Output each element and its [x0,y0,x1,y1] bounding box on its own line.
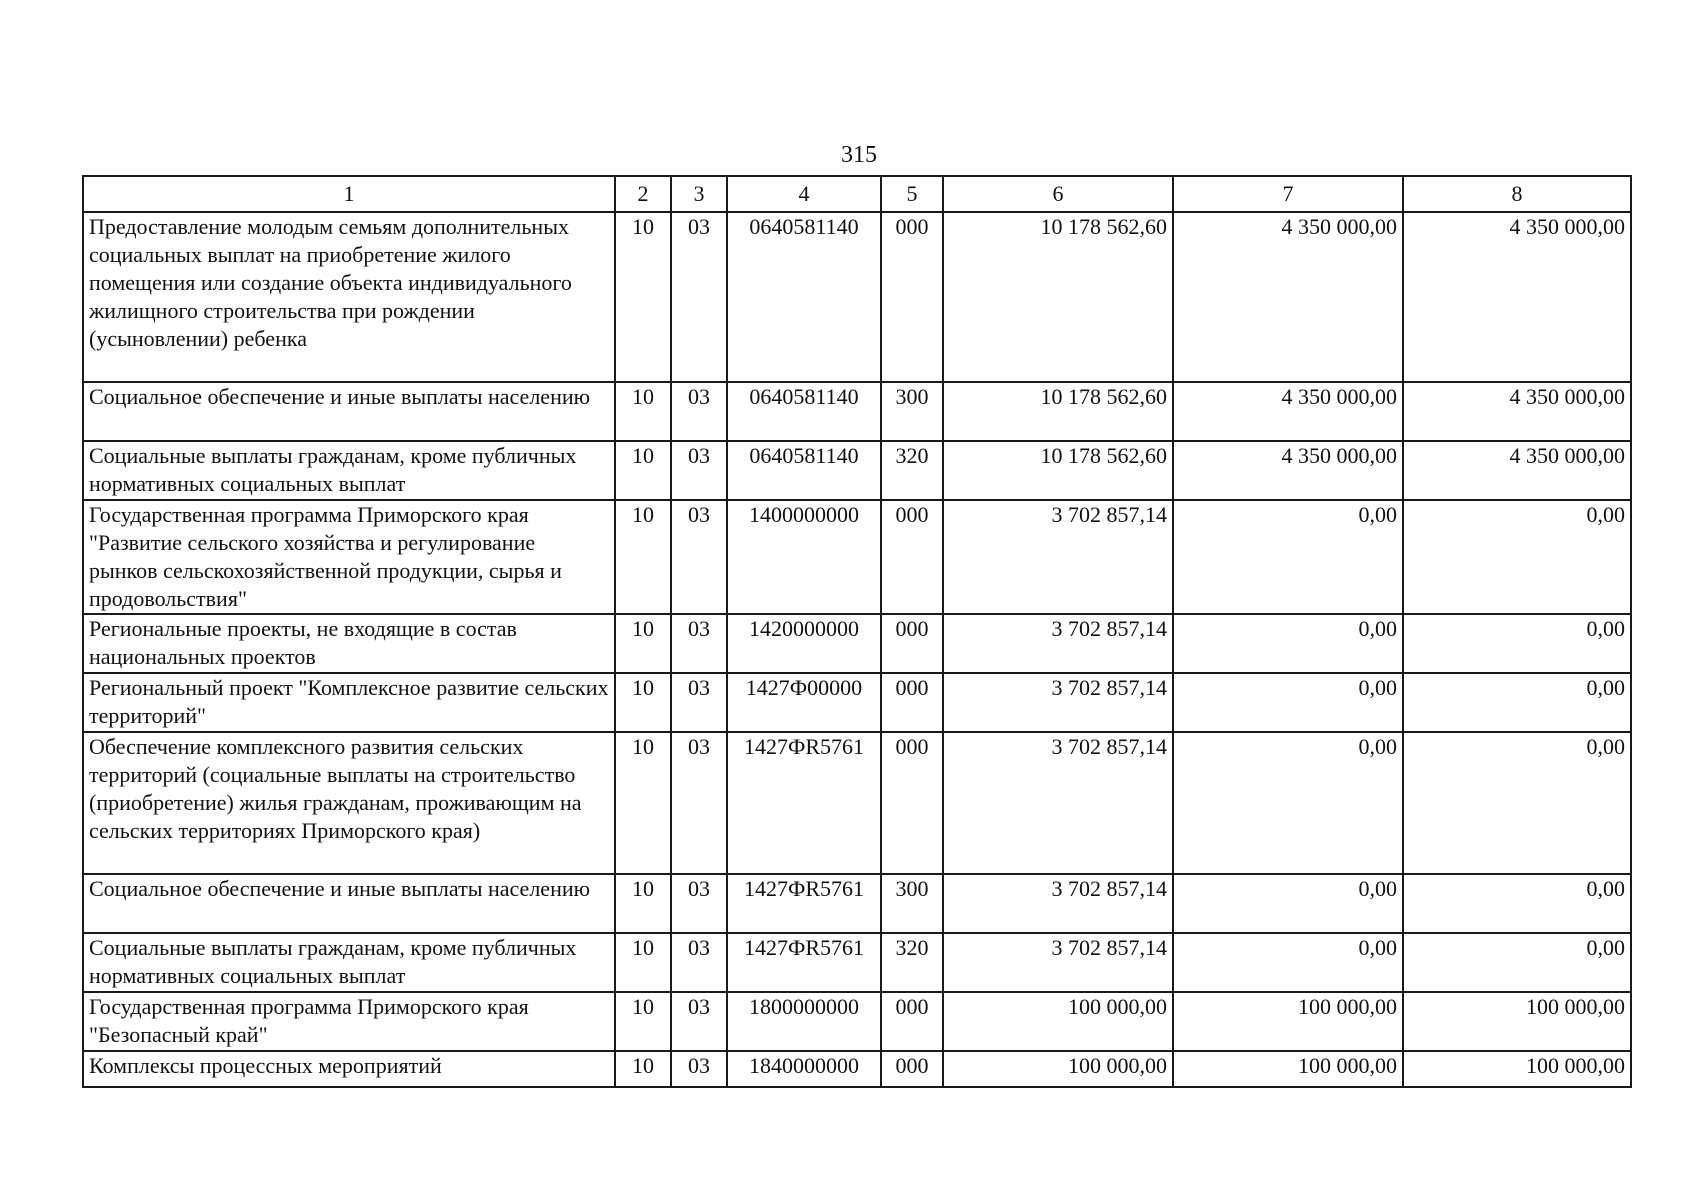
row-amount-8: 100 000,00 [1403,1051,1631,1087]
row-amount-7: 100 000,00 [1173,992,1403,1051]
row-target-code: 0640581140 [727,441,881,500]
row-amount-8: 100 000,00 [1403,992,1631,1051]
row-target-code: 1427ФR5761 [727,732,881,874]
row-expense-type: 300 [881,382,943,441]
row-subsection: 03 [671,500,727,614]
header-col-8: 8 [1403,176,1631,212]
row-expense-type: 000 [881,1051,943,1087]
row-amount-8: 4 350 000,00 [1403,382,1631,441]
header-col-2: 2 [615,176,671,212]
row-section: 10 [615,992,671,1051]
row-expense-type: 000 [881,614,943,673]
row-name: Комплексы процессных мероприятий [83,1051,615,1087]
header-col-6: 6 [943,176,1173,212]
row-expense-type: 320 [881,441,943,500]
row-amount-7: 0,00 [1173,933,1403,992]
row-amount-6: 100 000,00 [943,1051,1173,1087]
row-subsection: 03 [671,673,727,732]
table-header [83,176,1631,212]
header-row [83,176,1631,212]
row-expense-type: 000 [881,992,943,1051]
row-section: 10 [615,212,671,382]
row-amount-6: 3 702 857,14 [943,673,1173,732]
row-expense-type: 000 [881,212,943,382]
header-col-4: 4 [727,176,881,212]
row-name: Социальные выплаты гражданам, кроме публичных нормативных социальных выплат [83,441,615,500]
table-row [83,992,1631,1051]
row-amount-6: 100 000,00 [943,992,1173,1051]
row-amount-8: 0,00 [1403,732,1631,874]
row-section: 10 [615,732,671,874]
row-section: 10 [615,673,671,732]
row-section: 10 [615,874,671,933]
row-amount-8: 0,00 [1403,874,1631,933]
row-amount-8: 0,00 [1403,933,1631,992]
row-amount-6: 3 702 857,14 [943,732,1173,874]
table-row [83,500,1631,614]
table-row [83,212,1631,382]
row-expense-type: 000 [881,673,943,732]
row-target-code: 1800000000 [727,992,881,1051]
row-target-code: 0640581140 [727,212,881,382]
table-row [83,1051,1631,1087]
row-subsection: 03 [671,614,727,673]
row-expense-type: 000 [881,500,943,614]
row-amount-8: 0,00 [1403,673,1631,732]
table-row [83,441,1631,500]
row-amount-8: 4 350 000,00 [1403,441,1631,500]
row-amount-7: 4 350 000,00 [1173,382,1403,441]
row-amount-7: 0,00 [1173,732,1403,874]
row-name: Социальное обеспечение и иные выплаты населению [83,382,615,441]
row-subsection: 03 [671,933,727,992]
row-name: Социальные выплаты гражданам, кроме публичных нормативных социальных выплат [83,933,615,992]
row-target-code: 1427Ф00000 [727,673,881,732]
row-amount-7: 0,00 [1173,673,1403,732]
table-row [83,933,1631,992]
header-col-3: 3 [671,176,727,212]
header-col-7: 7 [1173,176,1403,212]
row-expense-type: 320 [881,933,943,992]
row-name: Предоставление молодым семьям дополнительных социальных выплат на приобретение жилого помещения или создание объекта индивидуального жилищного строительства при рождении (усыновлении) ребенка [83,212,615,382]
row-amount-7: 4 350 000,00 [1173,441,1403,500]
row-amount-6: 3 702 857,14 [943,933,1173,992]
row-amount-6: 3 702 857,14 [943,874,1173,933]
row-name: Государственная программа Приморского края "Безопасный край" [83,992,615,1051]
table-row [83,382,1631,441]
row-amount-8: 4 350 000,00 [1403,212,1631,382]
row-subsection: 03 [671,212,727,382]
row-subsection: 03 [671,732,727,874]
row-target-code: 1420000000 [727,614,881,673]
table-row [83,614,1631,673]
row-expense-type: 000 [881,732,943,874]
row-target-code: 1400000000 [727,500,881,614]
row-amount-6: 10 178 562,60 [943,382,1173,441]
row-name: Государственная программа Приморского края "Развитие сельского хозяйства и регулирование рынков сельскохозяйственной продукции, сырья и продовольствия" [83,500,615,614]
table-row [83,732,1631,874]
row-subsection: 03 [671,382,727,441]
header-col-5: 5 [881,176,943,212]
table-row [83,673,1631,732]
row-section: 10 [615,382,671,441]
row-target-code: 1840000000 [727,1051,881,1087]
row-section: 10 [615,614,671,673]
row-name: Региональные проекты, не входящие в состав национальных проектов [83,614,615,673]
row-section: 10 [615,1051,671,1087]
row-section: 10 [615,933,671,992]
page-number: 315 [841,142,877,168]
row-amount-7: 100 000,00 [1173,1051,1403,1087]
budget-table [82,175,1632,1088]
row-subsection: 03 [671,874,727,933]
row-subsection: 03 [671,992,727,1051]
row-subsection: 03 [671,441,727,500]
row-amount-6: 10 178 562,60 [943,441,1173,500]
row-section: 10 [615,500,671,614]
row-amount-8: 0,00 [1403,500,1631,614]
row-target-code: 0640581140 [727,382,881,441]
row-amount-6: 3 702 857,14 [943,614,1173,673]
row-target-code: 1427ФR5761 [727,874,881,933]
row-amount-6: 3 702 857,14 [943,500,1173,614]
header-col-1: 1 [83,176,615,212]
row-amount-7: 0,00 [1173,500,1403,614]
row-section: 10 [615,441,671,500]
row-subsection: 03 [671,1051,727,1087]
table-row [83,874,1631,933]
row-target-code: 1427ФR5761 [727,933,881,992]
row-name: Региональный проект "Комплексное развитие сельских территорий" [83,673,615,732]
row-name: Социальное обеспечение и иные выплаты населению [83,874,615,933]
table-body [83,212,1631,1087]
row-name: Обеспечение комплексного развития сельских территорий (социальные выплаты на строительство (приобретение) жилья гражданам, проживающим на сельских территориях Приморского края) [83,732,615,874]
row-amount-8: 0,00 [1403,614,1631,673]
row-amount-7: 0,00 [1173,874,1403,933]
row-amount-7: 0,00 [1173,614,1403,673]
row-amount-6: 10 178 562,60 [943,212,1173,382]
row-expense-type: 300 [881,874,943,933]
row-amount-7: 4 350 000,00 [1173,212,1403,382]
